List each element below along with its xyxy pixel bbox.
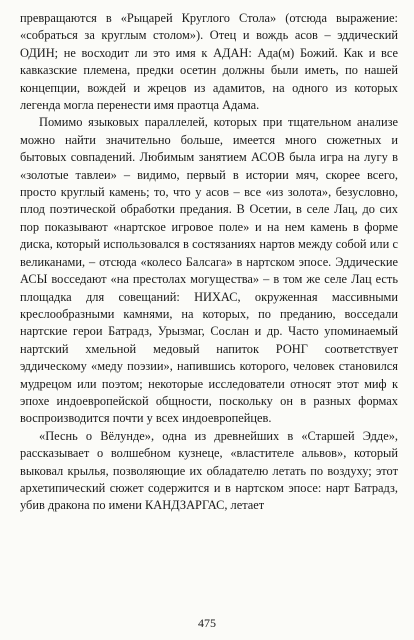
paragraph-3: «Песнь о Вёлунде», одна из древнейших в «Старшей Эдде», рассказывает о волшебном кузнеце, «властителе альвов», который выковал крылья, позволяющие их обладателю летать по воздуху; этот архетипический сюжет содержится и в нартском эпосе: нарт Батрадз, убив дракона по имени КАНДЗАРГАС, летает <box>20 428 398 513</box>
paragraph-2: Помимо языковых параллелей, которых при тщательном анализе можно найти значительно больше, имеется много сюжетных и бытовых совпадений. Любимым занятием АСОВ была игра на лугу в «золотые тавлеи» – видимо, первый в истории мяч, скорее всего, просто круглый камень; то, что у асов – все «из золота», безусловно, плод поэтической обработки предания. В Осетии, в селе Лац, до сих пор показывают «нартское игровое поле» и на нем камень в форме диска, который использовался в состязаниях нартов между собой или с великанами, – отсюда «колесо Балсага» в нартском эпосе. Эддические АСЫ восседают «на престолах могущества» – в том же селе Лац есть площадка для совещаний: НИХАС, окруженная массивными креслообразными камнями, на которых, по преданию, восседали нартские герои Батрадз, Урызмаг, Сослан и др. Часто упоминаемый нартский хмельной медовый напиток РОНГ соответствует эддическому «меду поэзии», напившись которого, человек становился мудрецом или поэтом; некоторые исследователи относят этот миф к эпохе индоевропейской общности, поскольку он в разных формах воспроизводится почти у всех индоевропейцев. <box>20 115 398 426</box>
paragraph-1: превращаются в «Рыцарей Круглого Стола» (отсюда выражение: «собраться за круглым столом»). Отец и вождь асов – эддический ОДИН; не восходит ли это имя к АДАН: Ада(м) Божий. Как и все кавказские племена, предки осетин должны были иметь, по нашей концепции, вождей и жрецов из адамитов, на одного из которых легенда могла перенести имя праотца Адама. <box>20 11 398 113</box>
page-number: 475 <box>198 616 216 630</box>
page-text <box>20 10 398 515</box>
